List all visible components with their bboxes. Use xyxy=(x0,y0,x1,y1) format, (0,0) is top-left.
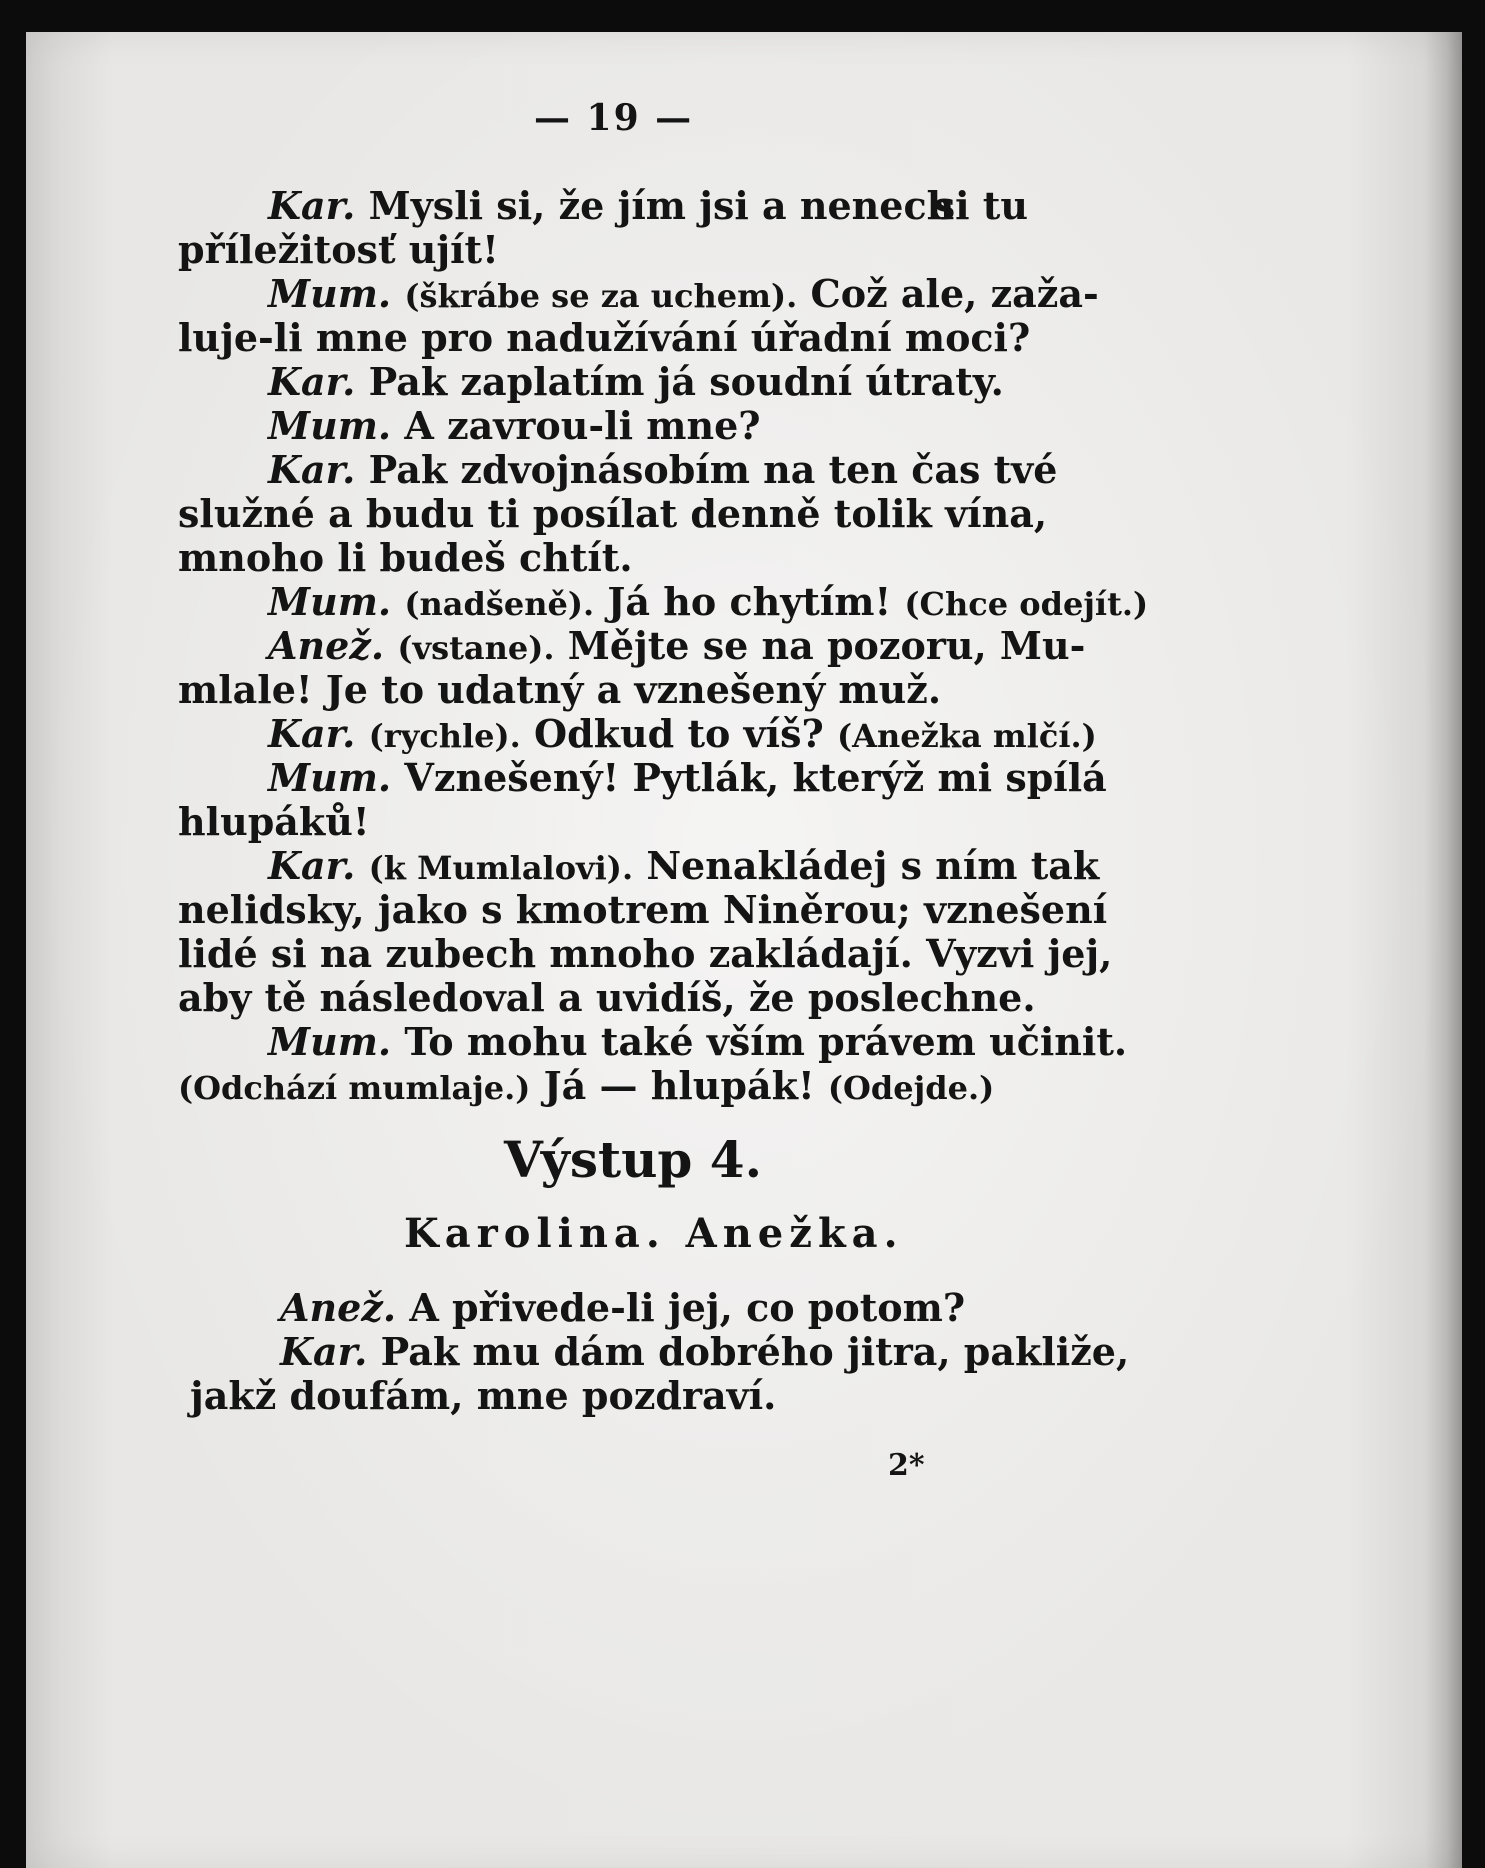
scene-heading: Výstup 4. xyxy=(504,1130,762,1189)
dialogue-text: Což ale, zaža- xyxy=(810,271,1099,316)
dialogue-text: si tu xyxy=(933,183,1028,228)
speaker-label: Kar. xyxy=(280,1329,368,1374)
stage-direction: (Odchází mumlaje.) xyxy=(178,1069,531,1107)
text-line-6 xyxy=(268,404,761,448)
speaker-label: Kar. xyxy=(268,447,356,492)
text-line-15: hlupáků! xyxy=(178,799,370,844)
text-line-4: luje-li mne pro nadužívání úřadní moci? xyxy=(178,315,1031,360)
text-line-22 xyxy=(280,1286,965,1330)
dialogue-text: A zavrou-li mne? xyxy=(404,403,761,448)
dialogue-text: Vznešený! Pytlák, kterýž mi spílá xyxy=(404,755,1107,800)
stage-direction: (nadšeně). xyxy=(404,585,595,623)
dialogue-text: Mějte se na pozoru, Mu- xyxy=(567,623,1086,668)
speaker-label: Mum. xyxy=(268,403,392,448)
text-line-2: příležitosť ujít! xyxy=(178,227,499,272)
text-line-19: aby tě následoval a uvidíš, že poslechne. xyxy=(178,975,1036,1020)
speaker-label: Kar. xyxy=(268,843,356,888)
dialogue-text: Nenakládej s ním tak xyxy=(646,843,1100,888)
text-line-5 xyxy=(268,360,1004,404)
text-line-17: nelidsky, jako s kmotrem Niněrou; vznešení xyxy=(178,887,1108,932)
stage-direction: (škrábe se za uchem). xyxy=(404,277,798,315)
text-line-1 xyxy=(268,184,1028,228)
speaker-label: Mum. xyxy=(268,1019,392,1064)
speaker-label: Kar. xyxy=(268,711,356,756)
page-text xyxy=(26,32,1462,1868)
dialogue-text: Já ho chytím! xyxy=(607,579,892,624)
text-line-18: lidé si na zubech mnoho zakládají. Vyzvi jej, xyxy=(178,931,1113,976)
stage-direction: (k Mumlalovi). xyxy=(368,849,634,887)
text-line-3 xyxy=(268,272,1099,318)
page-number: — 19 — xyxy=(534,97,694,139)
text-line-11 xyxy=(268,624,1085,670)
text-line-12: mlale! Je to udatný a vznešený muž. xyxy=(178,667,942,712)
text-line-7 xyxy=(268,448,1057,492)
speaker-label: Kar. xyxy=(268,359,356,404)
speaker-label: Mum. xyxy=(268,579,392,624)
text-line-10 xyxy=(268,580,1148,626)
speaker-label: Anež. xyxy=(280,1285,397,1330)
stage-direction: (vstane). xyxy=(397,629,555,667)
speaker-label: Mum. xyxy=(268,755,392,800)
dialogue-text: Pak mu dám dobrého jitra, pakliže, xyxy=(380,1329,1130,1374)
dialogue-text: A přivede-li jej, co potom? xyxy=(409,1285,966,1330)
book-page xyxy=(26,32,1462,1868)
text-line-16 xyxy=(268,844,1099,890)
speaker-label: Mum. xyxy=(268,271,392,316)
stage-direction: (rychle). xyxy=(368,717,521,755)
text-line-23 xyxy=(280,1330,1129,1374)
text-line-14 xyxy=(268,756,1107,800)
speaker-label: Kar. xyxy=(268,183,356,228)
dialogue-text: Mysli si, že jím jsi a nenech xyxy=(368,183,955,228)
speaker-label: Anež. xyxy=(268,623,385,668)
text-line-21 xyxy=(178,1064,994,1110)
stage-direction: (Chce odejít.) xyxy=(904,585,1149,623)
text-line-24: jakž doufám, mne pozdraví. xyxy=(190,1373,777,1418)
scene-characters: Karolina. Anežka. xyxy=(404,1210,904,1257)
text-line-20 xyxy=(268,1020,1127,1064)
stage-direction: (Anežka mlčí.) xyxy=(837,717,1097,755)
stage-direction: (Odejde.) xyxy=(827,1069,995,1107)
signature-mark: 2* xyxy=(888,1448,925,1483)
dialogue-text: To mohu také vším právem učinit. xyxy=(404,1019,1128,1064)
dialogue-text: Pak zdvojnásobím na ten čas tvé xyxy=(368,447,1058,492)
text-line-13 xyxy=(268,712,1097,758)
text-line-8: služné a budu ti posílat denně tolik vína, xyxy=(178,491,1048,536)
dialogue-text: Pak zaplatím já soudní útraty. xyxy=(368,359,1004,404)
text-line-9: mnoho li budeš chtít. xyxy=(178,535,633,580)
dialogue-text: Odkud to víš? xyxy=(534,711,824,756)
dialogue-text: Já — hlupák! xyxy=(543,1063,815,1108)
